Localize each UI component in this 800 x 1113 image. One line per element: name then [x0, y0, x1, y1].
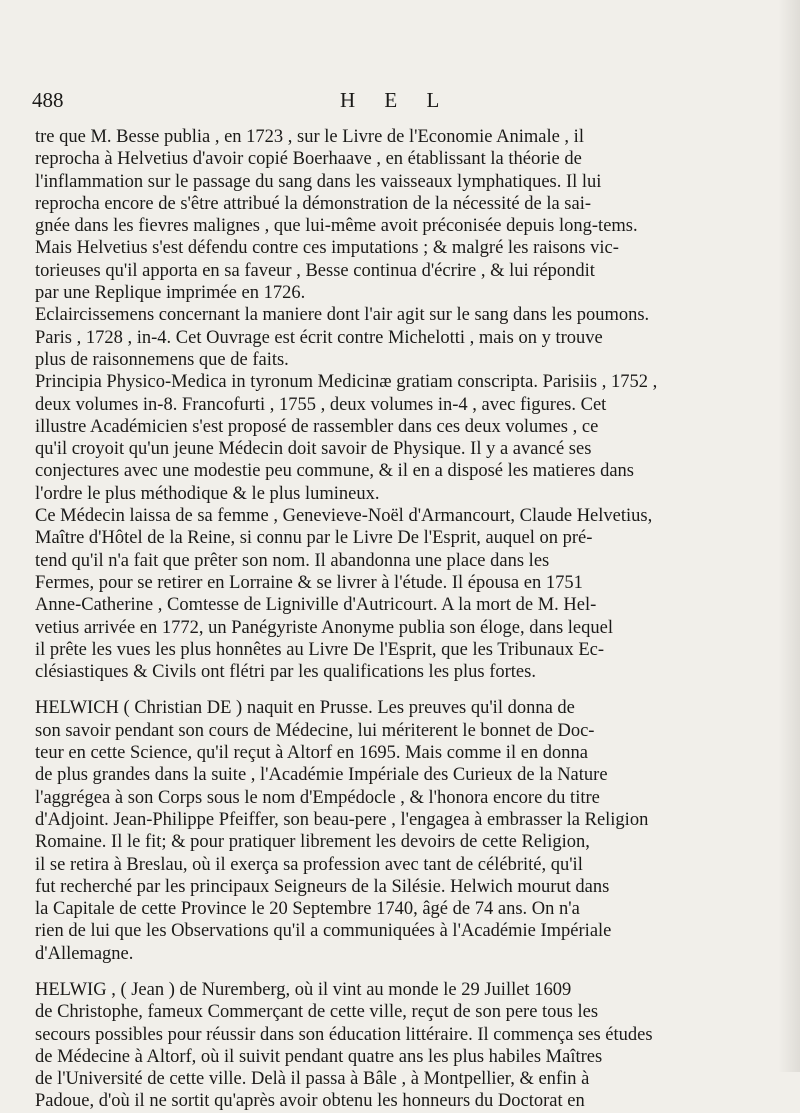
entry-helwig [35, 979, 765, 1113]
paragraph-eclaircissemens [35, 304, 765, 371]
running-head [0, 88, 800, 118]
text-line: il prête les vues les plus honnêtes au Livre De l'Esprit, que les Tribunaux Ec- [35, 639, 605, 660]
text-line: d'Allemagne. [35, 943, 134, 964]
text-line: Padoue, d'où il ne sortit qu'après avoir obtenu les honneurs du Doctorat en [35, 1091, 585, 1112]
text-line: Fermes, pour se retirer en Lorraine & se livrer à l'étude. Il épousa en 1751 [35, 572, 583, 593]
text-line: Paris , 1728 , in-4. Cet Ouvrage est écrit contre Michelotti , mais on y trouve [35, 327, 603, 348]
text-line: l'inflammation sur le passage du sang dans les vaisseaux lymphatiques. Il lui [35, 171, 602, 192]
text-line: Mais Helvetius s'est défendu contre ces imputations ; & malgré les raisons vic- [35, 238, 619, 259]
text-line: illustre Académicien s'est proposé de rassembler dans ces deux volumes , ce [35, 416, 599, 437]
text-line: Ce Médecin laissa de sa femme , Genevieve-Noël d'Armancourt, Claude Helvetius, [35, 506, 653, 527]
text-line: deux volumes in-8. Francofurti , 1755 , deux volumes in-4 , avec figures. Cet [35, 394, 607, 415]
paragraph-besse-controversy [35, 126, 765, 304]
text-line: torieuses qu'il apporta en sa faveur , Besse continua d'écrire , & lui répondit [35, 260, 595, 281]
entry-helwich [35, 697, 765, 965]
text-line: qu'il croyoit qu'un jeune Médecin doit savoir de Physique. Il y a avancé ses [35, 439, 592, 460]
text-line: gnée dans les fievres malignes , que lui-même avoit préconisée depuis long-tems. [35, 216, 638, 237]
running-title: H E L [340, 88, 452, 112]
text-line: l'ordre le plus méthodique & le plus lumineux. [35, 483, 380, 504]
text-line: reprocha à Helvetius d'avoir copié Boerhaave , en établissant la théorie de [35, 149, 582, 170]
text-line: tend qu'il n'a fait que prêter son nom. Il abandonna une place dans les [35, 550, 550, 571]
text-line: fut recherché par les principaux Seigneurs de la Silésie. Helwich mourut dans [35, 876, 610, 897]
text-line: la Capitale de cette Province le 20 Septembre 1740, âgé de 74 ans. On n'a [35, 899, 580, 920]
text-line: d'Adjoint. Jean-Philippe Pfeiffer, son beau-pere , l'engagea à embrasser la Religion [35, 809, 649, 830]
text-line: de Christophe, fameux Commerçant de cette ville, reçut de son pere tous les [35, 1002, 599, 1023]
text-line: l'aggrégea à son Corps sous le nom d'Empédocle , & l'honora encore du titre [35, 787, 600, 808]
text-line: secours possibles pour réussir dans son éducation littéraire. Il commença ses études [35, 1024, 653, 1045]
text-line: rien de lui que les Observations qu'il a communiquées à l'Académie Impériale [35, 921, 612, 942]
page-body [35, 126, 765, 1113]
text-line: Romaine. Il le fit; & pour pratiquer librement les devoirs de cette Religion, [35, 832, 590, 853]
text-line: plus de raisonnemens que de faits. [35, 349, 289, 370]
text-line: il se retira à Breslau, où il exerça sa profession avec tant de célébrité, qu'il [35, 854, 583, 875]
text-line: Principia Physico-Medica in tyronum Medicinæ gratiam conscripta. Parisiis , 1752 , [35, 372, 658, 393]
text-line: teur en cette Science, qu'il reçut à Altorf en 1695. Mais comme il en donna [35, 743, 589, 764]
page-number: 488 [32, 88, 64, 112]
text-line: son savoir pendant son cours de Médecine, lui mériterent le bonnet de Doc- [35, 720, 595, 741]
text-line: reprocha encore de s'être attribué la démonstration de la nécessité de la sai- [35, 193, 592, 214]
text-line: tre que M. Besse publia , en 1723 , sur le Livre de l'Economie Animale , il [35, 127, 584, 147]
text-line: de plus grandes dans la suite , l'Académie Impériale des Curieux de la Nature [35, 765, 608, 786]
text-line: Eclaircissemens concernant la maniere dont l'air agit sur le sang dans les poumons. [35, 305, 650, 326]
text-line: de l'Université de cette ville. Delà il passa à Bâle , à Montpellier, & enfin à [35, 1069, 590, 1090]
text-line: conjectures avec une modestie peu commune, & il en a disposé les matieres dans [35, 461, 635, 482]
text-line: par une Replique imprimée en 1726. [35, 283, 306, 304]
paragraph-claude-helvetius [35, 505, 765, 683]
text-line: Maître d'Hôtel de la Reine, si connu par le Livre De l'Esprit, auquel on pré- [35, 528, 593, 549]
page-edge-shadow [778, 0, 800, 1072]
text-line: HELWIG , ( Jean ) de Nuremberg, où il vint au monde le 29 Juillet 1609 [35, 979, 572, 1000]
text-line: de Médecine à Altorf, où il suivit pendant quatre ans les plus habiles Maîtres [35, 1046, 603, 1067]
paragraph-principia [35, 371, 765, 505]
text-line: clésiastiques & Civils ont flétri par les qualifications les plus fortes. [35, 662, 536, 683]
text-line: Anne-Catherine , Comtesse de Ligniville d'Autricourt. A la mort de M. Hel- [35, 595, 597, 616]
text-line: HELWICH ( Christian DE ) naquit en Prusse. Les preuves qu'il donna de [35, 698, 575, 719]
text-line: vetius arrivée en 1772, un Panégyriste Anonyme publia son éloge, dans lequel [35, 617, 613, 638]
